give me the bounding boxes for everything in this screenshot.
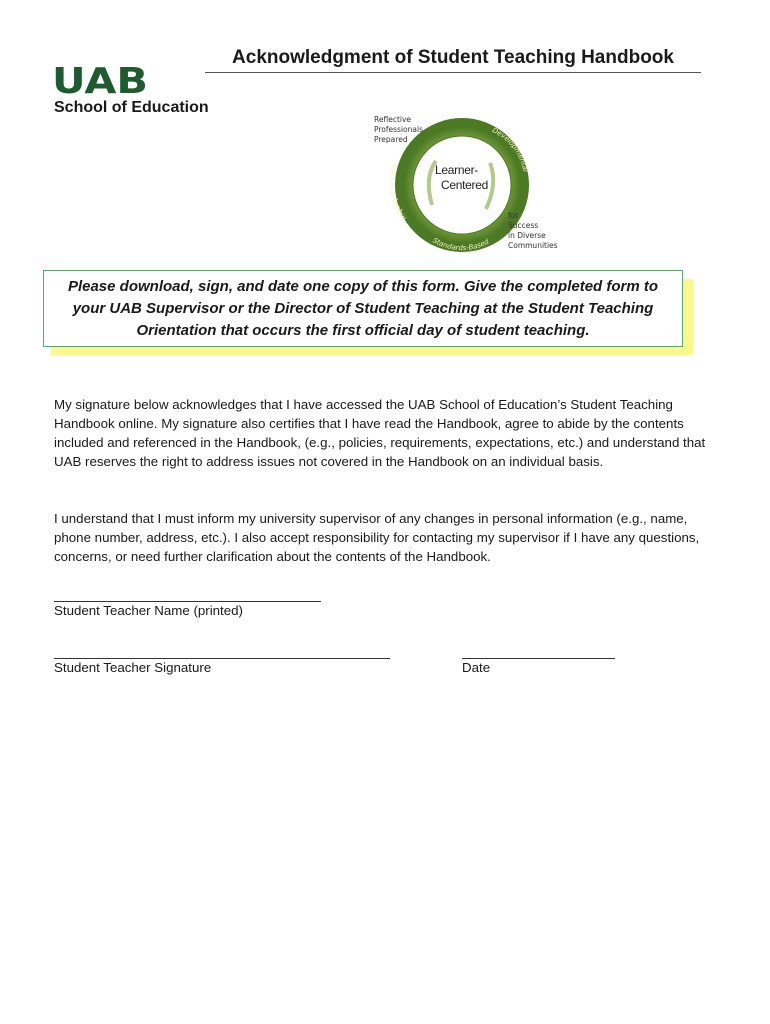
printed-name-line[interactable] [54,601,321,602]
emblem-ring-right: Developmental [491,126,530,173]
emblem-center-text [435,163,489,193]
school-name: School of Education [54,99,209,116]
printed-name-label: Student Teacher Name (printed) [54,603,243,618]
svg-text:UAB: UAB [52,62,148,96]
signature-label: Student Teacher Signature [54,660,212,675]
date-label: Date [462,660,491,675]
emblem-ring-bottom: Standards-Based [431,236,491,253]
uab-logo [52,62,148,96]
emblem-bottom-text: for Success in Diverse Communities [508,211,558,250]
instructions-text: Please download, sign, and date one copy of this form. Give the completed form to your UAB Supervisor or the Director of Student Teaching at the Student Teaching Orientation that occurs the first official day of student teaching. [67,277,659,339]
emblem-ring-left: Inquiry-Focused [387,163,409,222]
education-emblem [374,113,558,258]
emblem-center-line1: Learner- [435,163,478,177]
signature-line[interactable] [54,658,390,659]
emblem-center-line2: Centered [441,178,488,192]
instructions-callout [43,270,683,347]
date-line[interactable] [462,658,615,659]
emblem-top-text: Reflective Professionals Prepared [374,115,423,144]
page-title: Acknowledgment of Student Teaching Handbook [205,47,701,73]
acknowledgment-paragraph: My signature below acknowledges that I have accessed the UAB School of Education’s Student Teaching Handbook online. My signature also certifies that I have read the Handbook, agree to abide by the contents included and referenced in the Handbook, (e.g., policies, requirements, expectations, etc.) and understand that UAB reserves the right to address issues not covered in the Handbook on an individual basis. [54,397,706,469]
responsibility-paragraph: I understand that I must inform my university supervisor of any changes in personal information (e.g., name, phone number, address, etc.). I also accept responsibility for contacting my supervisor if I have any questions, concerns, or need further clarification about the contents of the Handbook. [54,511,700,564]
